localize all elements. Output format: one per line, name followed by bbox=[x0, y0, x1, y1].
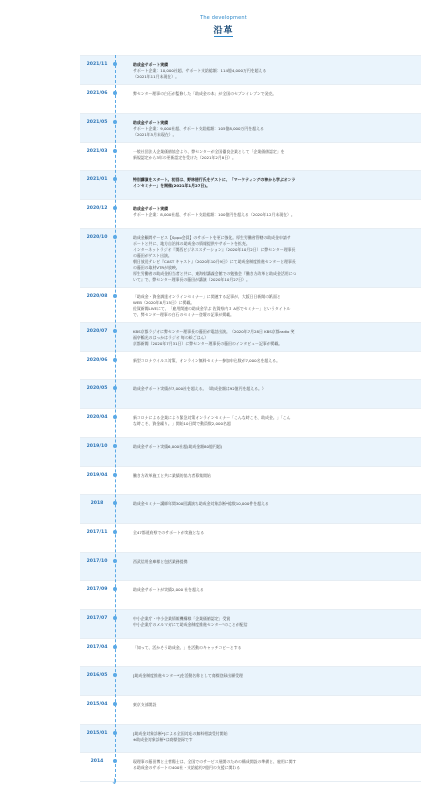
timeline-dot bbox=[113, 530, 117, 534]
entry-text: 助成金セミナー講師年間300回講演ち助成金対象診断*総数10,000件を超える bbox=[133, 501, 269, 507]
timeline-dot bbox=[113, 616, 117, 620]
timeline-entry bbox=[114, 323, 421, 351]
entry-text: の藤田がゲスト出演。 bbox=[133, 252, 172, 258]
timeline-entry bbox=[114, 696, 421, 724]
timeline-entry bbox=[114, 467, 421, 495]
timeline-row bbox=[80, 113, 421, 142]
entry-text: 中小企業庁のメルマガにて助成金制度推進センター"のことが配信 bbox=[133, 621, 248, 627]
entry-text: 東京支部開設 bbox=[133, 702, 157, 707]
timeline-dot bbox=[113, 501, 117, 505]
timeline-dot bbox=[113, 358, 117, 362]
timeline-row bbox=[80, 580, 421, 609]
timeline-entry bbox=[114, 352, 421, 380]
timeline-dot bbox=[113, 731, 117, 735]
timeline-row bbox=[80, 466, 421, 495]
entry-text: 一般社団法人企業価値協会より、弊センターが全国優良企業として「企業価値認定」を bbox=[133, 148, 285, 154]
entry-text: 「助成金・資金調達オンラインセミナー」に関連する記事が、大阪日日新聞の紙面と bbox=[133, 293, 281, 299]
entry-text: インターネットラジオ『関西ビジネスステーション』（2020年10月2日）に弊センター理事長 bbox=[133, 246, 296, 252]
timeline-entry bbox=[114, 200, 421, 228]
entry-text: 新コロナによる企業により緊急対策オンラインセミナー「こんな時こそ、助成金。」「こん bbox=[133, 415, 291, 421]
timeline-dot bbox=[113, 473, 117, 477]
timeline-entry bbox=[114, 725, 421, 753]
entry-text: （2021年11月末現在）。 bbox=[133, 74, 179, 79]
entry-heading: 特別講演をスタート。初回は、野林徳行氏をゲストに、「マーケティングの神から学ぶオンラ bbox=[133, 177, 296, 183]
timeline-date: 2018 bbox=[90, 501, 104, 507]
timeline-entry bbox=[114, 639, 421, 667]
timeline-dot bbox=[113, 645, 117, 649]
timeline-date: 2020/06 bbox=[86, 357, 108, 363]
timeline-dot bbox=[113, 294, 117, 298]
timeline-row bbox=[80, 609, 421, 638]
timeline-date: 2014 bbox=[90, 759, 104, 765]
timeline-row bbox=[80, 287, 421, 322]
entry-text: サポート企業：9,000社超、サポート支給総額：105億8,000万円を超える bbox=[133, 125, 264, 131]
timeline-row bbox=[80, 638, 421, 667]
timeline-entry bbox=[114, 229, 421, 287]
timeline-date: 2021/01 bbox=[86, 177, 108, 183]
entry-heading: 助成金サポート実績 bbox=[133, 206, 169, 212]
entry-text: [助成金制度推進センター*]を活動名称として商標登録出願受理 bbox=[133, 673, 243, 679]
timeline-entry bbox=[114, 143, 421, 171]
entry-text: 福亭鶴光のはっかはラジオ 毎の絵ごはん） bbox=[133, 334, 209, 340]
timeline-date: 2020/07 bbox=[86, 328, 108, 334]
timeline-row bbox=[80, 408, 421, 437]
timeline-date: 2015/04 bbox=[86, 702, 108, 707]
timeline-date: 2019/04 bbox=[86, 472, 108, 478]
timeline-entry bbox=[114, 56, 421, 84]
entry-text: 京都新聞（2020年7月31日）に弊センター理事長の藤田のインタビュー記事が掲載。 bbox=[133, 340, 283, 346]
timeline-date: 2020/04 bbox=[86, 415, 108, 421]
entry-text: 全47都道府県でのサポートが実施となる bbox=[133, 529, 205, 535]
entry-text: 助成金サポートが実績2,000 社を超える bbox=[133, 587, 204, 593]
page-title: 沿革 bbox=[213, 26, 234, 36]
timeline-date: 2020/12 bbox=[86, 206, 108, 212]
timeline-entry bbox=[114, 438, 421, 466]
entry-text: [助成金対象診断*]による全国対応の無料相談受付開始 bbox=[133, 730, 228, 736]
timeline-date: 2019/10 bbox=[86, 443, 108, 449]
title-underline bbox=[214, 36, 233, 37]
timeline-entry bbox=[114, 288, 421, 322]
timeline-date: 2017/07 bbox=[86, 615, 108, 621]
timeline-row bbox=[80, 351, 421, 380]
timeline-entry bbox=[114, 380, 421, 408]
timeline-dot bbox=[113, 120, 117, 124]
timeline-dot bbox=[113, 149, 117, 153]
entry-text: る助成金のサポートの400社・支給総約7億円の支援に関わる bbox=[133, 765, 241, 771]
timeline-entry bbox=[114, 753, 421, 781]
timeline-row bbox=[80, 170, 421, 199]
timeline-row bbox=[80, 695, 421, 724]
timeline-dot bbox=[113, 206, 117, 210]
timeline-date: 2017/09 bbox=[86, 587, 108, 593]
entry-text: 朝日放送テレビ『CAST キャスト』（2020年10月9日）にて助成金制度推進センターと理事長 bbox=[133, 258, 296, 264]
timeline-row bbox=[80, 523, 421, 552]
timeline-entry bbox=[114, 610, 421, 638]
timeline-entry bbox=[114, 409, 421, 437]
entry-text: ポートと共に、地方自治体の助成金の情報提供やサポートを拡充。 bbox=[133, 240, 250, 246]
entry-text: ※助成金対象診断*は商標登録です bbox=[133, 736, 193, 742]
timeline-date: 2016/05 bbox=[86, 673, 108, 679]
timeline-row bbox=[80, 494, 421, 523]
timeline-row bbox=[80, 322, 421, 351]
timeline-row bbox=[80, 552, 421, 581]
entry-text: 助成金サポート実績が7,000社を超える。（助成金額は92億円を超える。） bbox=[133, 386, 266, 392]
timeline-row bbox=[80, 437, 421, 466]
entry-text: サポート企業：10,000社超、サポート支給総額：114億4,000万円を超える bbox=[133, 68, 267, 73]
entry-text: 西武信用金庫様と包括業務提携 bbox=[133, 558, 188, 564]
timeline-row bbox=[80, 228, 421, 287]
entry-heading: 助成金サポート実績 bbox=[133, 119, 169, 125]
timeline-row bbox=[80, 666, 421, 695]
entry-text: 「知って、活かそう助成金。」を活動のキャッチコピーとする bbox=[133, 644, 242, 650]
timeline-date: 2017/11 bbox=[86, 529, 108, 535]
timeline-entry bbox=[114, 114, 421, 142]
entry-text: 助成金サポート実績6,000社超(助成金額80億円超) bbox=[133, 443, 223, 449]
timeline-dot bbox=[113, 62, 117, 66]
timeline-dot bbox=[113, 444, 117, 448]
entry-heading: インセミナー」を開催(2021年1月27日)。 bbox=[133, 183, 210, 189]
timeline-dot bbox=[113, 559, 117, 563]
entry-text: 厚生労働省の助成金担当者と共に、東海射講義会館での勉強会『働き方改革と助成金活用につ bbox=[133, 270, 297, 276]
timeline-date: 2017/04 bbox=[86, 644, 108, 650]
timeline-dot bbox=[113, 759, 117, 763]
timeline-dot bbox=[113, 235, 117, 239]
timeline-entry bbox=[114, 581, 421, 609]
entry-text: 働き方改革施工と共に業績的協力者募集開始 bbox=[133, 472, 211, 478]
entry-text: WEB（2020年8月15日）に掲載。 bbox=[133, 299, 195, 305]
entry-text: で、弊センター理事の白石のセミナー登壇の記事が掲載。 bbox=[133, 311, 234, 317]
entry-text: 中小企業庁・中小企業情報機構様「企業価値認定」受賞 bbox=[133, 615, 231, 621]
entry-text: 現理事の藤田博と土菅陽士は、全国でのサービス展開のための構成開設の準備と、雇用に関す bbox=[133, 759, 297, 765]
entry-text: 佐賀新聞LIVEにて、「雇用関連の助成金学ぶ 佐賀県内３ A杉でセミナー」というタイトル bbox=[133, 305, 291, 311]
timeline-dot bbox=[113, 177, 117, 181]
page-header bbox=[0, 0, 447, 44]
timeline-row bbox=[80, 142, 421, 171]
entry-text: （2021年5月末現在）。 bbox=[133, 131, 177, 137]
timeline-date: 2021/11 bbox=[86, 62, 108, 67]
timeline-entry bbox=[114, 85, 421, 113]
timeline-dot bbox=[113, 673, 117, 677]
entry-text: な時こそ、資金繰り。」開始10日間で動員数2,000名超 bbox=[133, 421, 231, 427]
entry-text: の藤田の取材VTRが放映。 bbox=[133, 264, 180, 270]
timeline-date: 2020/08 bbox=[86, 293, 108, 299]
timeline-entry bbox=[114, 171, 421, 199]
timeline-date: 2020/05 bbox=[86, 386, 108, 392]
timeline-row bbox=[80, 55, 421, 84]
entry-text: サポート企業：8,000社超、サポート支給総額：100億円を超える（2020年12月末現在）。 bbox=[133, 212, 295, 218]
entry-heading: 助成金サポート実績 bbox=[133, 62, 169, 67]
timeline-dot bbox=[113, 587, 117, 591]
entry-text: 助成金顧問サービス【Sppo会員】のサポートを更に強化。厚生労働省管轄の助成金申請サ bbox=[133, 234, 291, 240]
entry-text: 弊センター理事の白石が監修した「助成金の本」が全国のセブンイレブンで発売。 bbox=[133, 91, 277, 96]
timeline-date: 2021/05 bbox=[86, 119, 108, 125]
timeline-entry bbox=[114, 495, 421, 523]
history-timeline bbox=[80, 55, 421, 782]
timeline-dot bbox=[113, 702, 117, 706]
timeline-entry bbox=[114, 667, 421, 695]
section-subtitle: The development bbox=[200, 15, 247, 21]
entry-text: 新規認定から3年の更新認定を受けた（2021年2月8日）。 bbox=[133, 154, 236, 160]
entry-text: 新型コロナウイルス対策、オンライン無料セミナー参加申込数が7,000名を超える。 bbox=[133, 357, 280, 363]
entry-text: KBS京都ラジオに弊センター理事長の藤田が電話出演。（2020年7月28日 KBS京都radio 笑 bbox=[133, 328, 295, 334]
chevron-down-icon: ↓ bbox=[111, 777, 118, 786]
timeline-dot bbox=[113, 91, 117, 95]
timeline-date: 2017/10 bbox=[86, 558, 108, 564]
timeline-date: 2021/06 bbox=[86, 91, 108, 96]
timeline-row bbox=[80, 724, 421, 753]
timeline-row bbox=[80, 752, 421, 782]
timeline-row bbox=[80, 379, 421, 408]
timeline-date: 2021/03 bbox=[86, 148, 108, 154]
timeline-row bbox=[80, 84, 421, 113]
timeline-entry bbox=[114, 524, 421, 552]
timeline-date: 2015/01 bbox=[86, 730, 108, 736]
timeline-dot bbox=[113, 386, 117, 390]
entry-text: いて』で、弊センター理事長の藤田が講演（2020年10月27日）。 bbox=[133, 276, 250, 282]
timeline-row bbox=[80, 199, 421, 228]
timeline-dot bbox=[113, 329, 117, 333]
timeline-dot bbox=[113, 415, 117, 419]
timeline-entry bbox=[114, 553, 421, 581]
timeline-date: 2020/10 bbox=[86, 234, 108, 240]
